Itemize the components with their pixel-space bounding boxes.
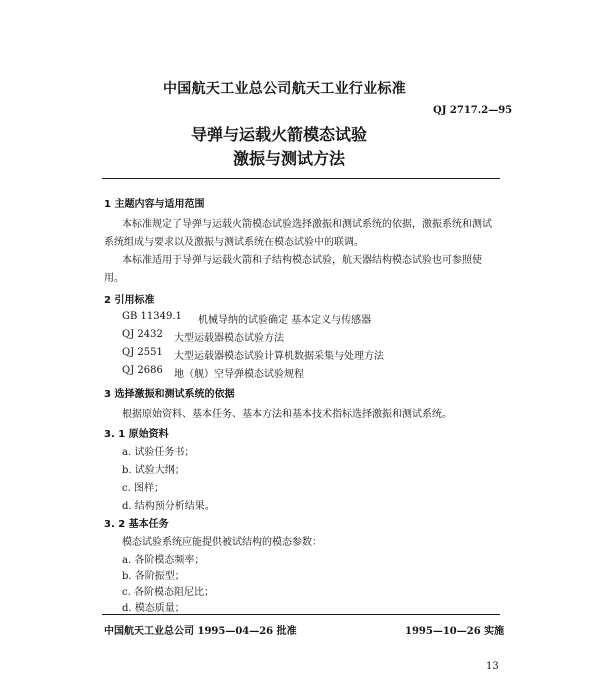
list-item: a. 各阶模态频率； <box>122 555 205 566</box>
section-3-heading: 3 选择激振和测试系统的依据 <box>104 389 235 400</box>
section-2-heading: 2 引用标准 <box>104 295 155 306</box>
effective-date: 1995—10—26 实施 <box>405 626 505 637</box>
org-standard-title: 中国航天工业总公司航天工业行业标准 <box>163 81 407 97</box>
list-item: b. 各阶振型； <box>122 571 185 582</box>
standard-code: QJ 2717.2—95 <box>433 105 513 116</box>
list-item: d. 模态质量； <box>122 603 185 614</box>
reference-title: 大型运载器模态试验计算机数据采集与处理方法 <box>174 351 384 362</box>
page-number: 13 <box>486 661 499 672</box>
reference-title: 大型运载器模态试验方法 <box>174 333 284 344</box>
list-item: c. 各阶模态阻尼比； <box>122 587 214 598</box>
list-item: b. 试验大纲； <box>122 465 185 476</box>
document-title-line1: 导弹与运载火箭模态试验 <box>191 125 368 144</box>
subsection-3-2-heading: 3. 2 基本任务 <box>104 519 169 530</box>
approval-line: 中国航天工业总公司 1995—04—26 批准 <box>104 626 297 637</box>
section-1-para2-line1: 本标准适用于导弹与运载火箭和子结构模态试验，航天器结构模态试验也可参照使 <box>122 255 482 266</box>
list-item: c. 图样； <box>122 483 164 494</box>
top-divider <box>102 178 500 179</box>
list-item: d. 结构预分析结果。 <box>122 501 215 512</box>
section-1-para1-line2: 系统组成与要求以及激振与测试系统在模态试验中的联调。 <box>104 237 364 248</box>
reference-code: QJ 2432 <box>122 329 163 340</box>
section-1-para2-line2: 用。 <box>104 273 124 284</box>
section-1-heading: 1 主题内容与适用范围 <box>104 199 205 210</box>
reference-code: QJ 2551 <box>122 347 163 358</box>
reference-title: 机械导纳的试验确定 基本定义与传感器 <box>198 315 372 326</box>
list-item: a. 试验任务书； <box>122 447 195 458</box>
reference-title: 地（舰）空导弹模态试验规程 <box>174 369 304 380</box>
subsection-3-2-intro: 模态试验系统应能提供被试结构的模态参数： <box>122 537 322 548</box>
document-title-line2: 激振与测试方法 <box>233 149 346 168</box>
reference-code: QJ 2686 <box>122 365 163 376</box>
section-1-para1-line1: 本标准规定了导弹与运载火箭模态试验选择激振和测试系统的依据，激振系统和测试 <box>122 219 492 230</box>
bottom-divider <box>102 614 500 615</box>
section-3-intro: 根据原始资料、基本任务、基本方法和基本技术指标选择激振和测试系统。 <box>122 409 452 420</box>
reference-code: GB 11349.1 <box>122 311 182 322</box>
subsection-3-1-heading: 3. 1 原始资料 <box>104 429 169 440</box>
